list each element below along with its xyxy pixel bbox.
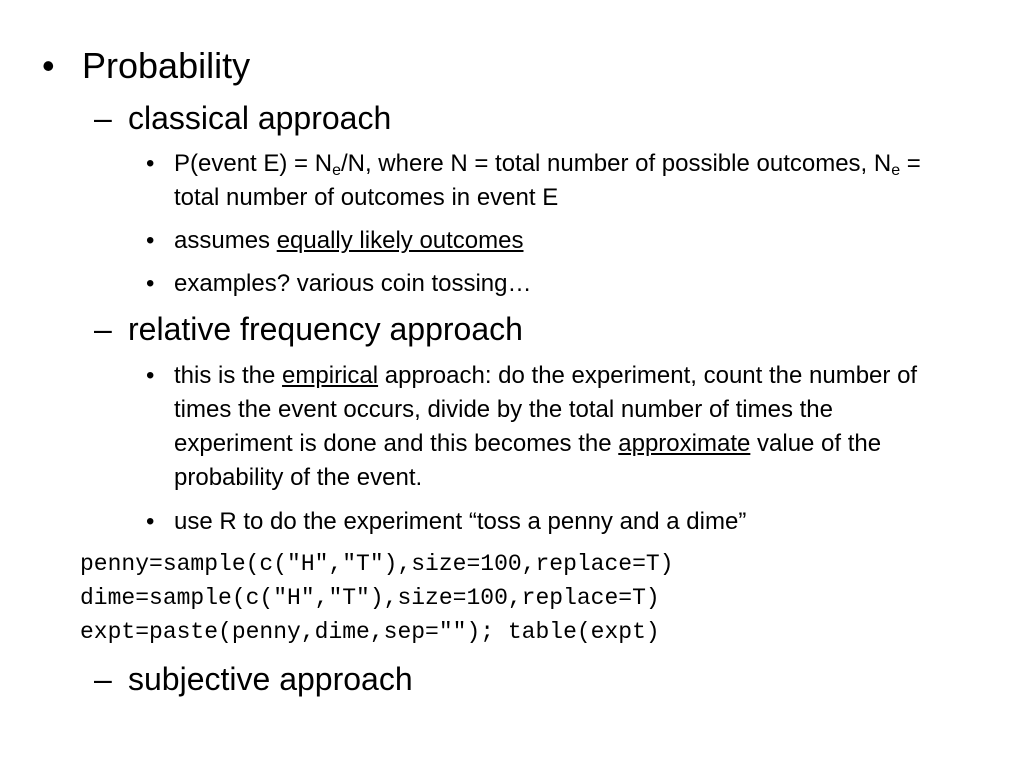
use-r-text: use R to do the experiment “toss a penny and a dime” <box>174 508 747 535</box>
relative-frequency-item <box>94 310 523 348</box>
classical-approach-heading: classical approach <box>128 100 392 136</box>
code-line: dime=sample(c("H","T"),size=100,replace=T) <box>80 585 660 611</box>
dash-bullet: – <box>94 661 112 697</box>
relative-bullet-use-r <box>146 505 946 539</box>
subjective-approach-heading: subjective approach <box>128 661 413 697</box>
examples-text: examples? various coin tossing… <box>174 270 532 297</box>
relative-frequency-heading: relative frequency approach <box>128 311 523 347</box>
subjective-approach-item <box>94 660 413 698</box>
title-bullet: • <box>42 45 55 86</box>
definition-text: P(event $E) = N_e/N$, where N = total number of possible outcomes, $N_e$ = total number of outcomes in event E <box>174 150 921 211</box>
dot-bullet: • <box>146 362 155 389</box>
code-line: penny=sample(c("H","T"),size=100,replace=T) <box>80 551 674 577</box>
slide-title: Probability <box>82 45 251 86</box>
dot-bullet: • <box>146 508 155 535</box>
assumes-text: assumes equally likely outcomes <box>174 227 524 254</box>
classical-bullet-examples <box>146 267 946 301</box>
dot-bullet: • <box>146 270 155 297</box>
code-line: expt=paste(penny,dime,sep=""); table(expt) <box>80 619 660 645</box>
dot-bullet: • <box>146 227 155 254</box>
dot-bullet: • <box>146 150 155 177</box>
underlined-word: empirical <box>282 362 379 389</box>
title-item <box>42 44 250 88</box>
dash-bullet: – <box>94 100 112 136</box>
underlined-phrase: equally likely outcomes <box>276 227 524 254</box>
classical-approach-item <box>94 99 391 137</box>
classical-bullet-definition <box>146 147 946 215</box>
empirical-text: this is the empirical approach: do the experiment, count the number of times the event occurs, divide by the total number of times the experiment is done and this becomes the approximate value of the probability of the event. <box>174 362 918 491</box>
dash-bullet: – <box>94 311 112 347</box>
classical-bullet-assumes <box>146 224 946 258</box>
underlined-word: approximate <box>618 430 751 457</box>
relative-bullet-empirical <box>146 359 936 495</box>
